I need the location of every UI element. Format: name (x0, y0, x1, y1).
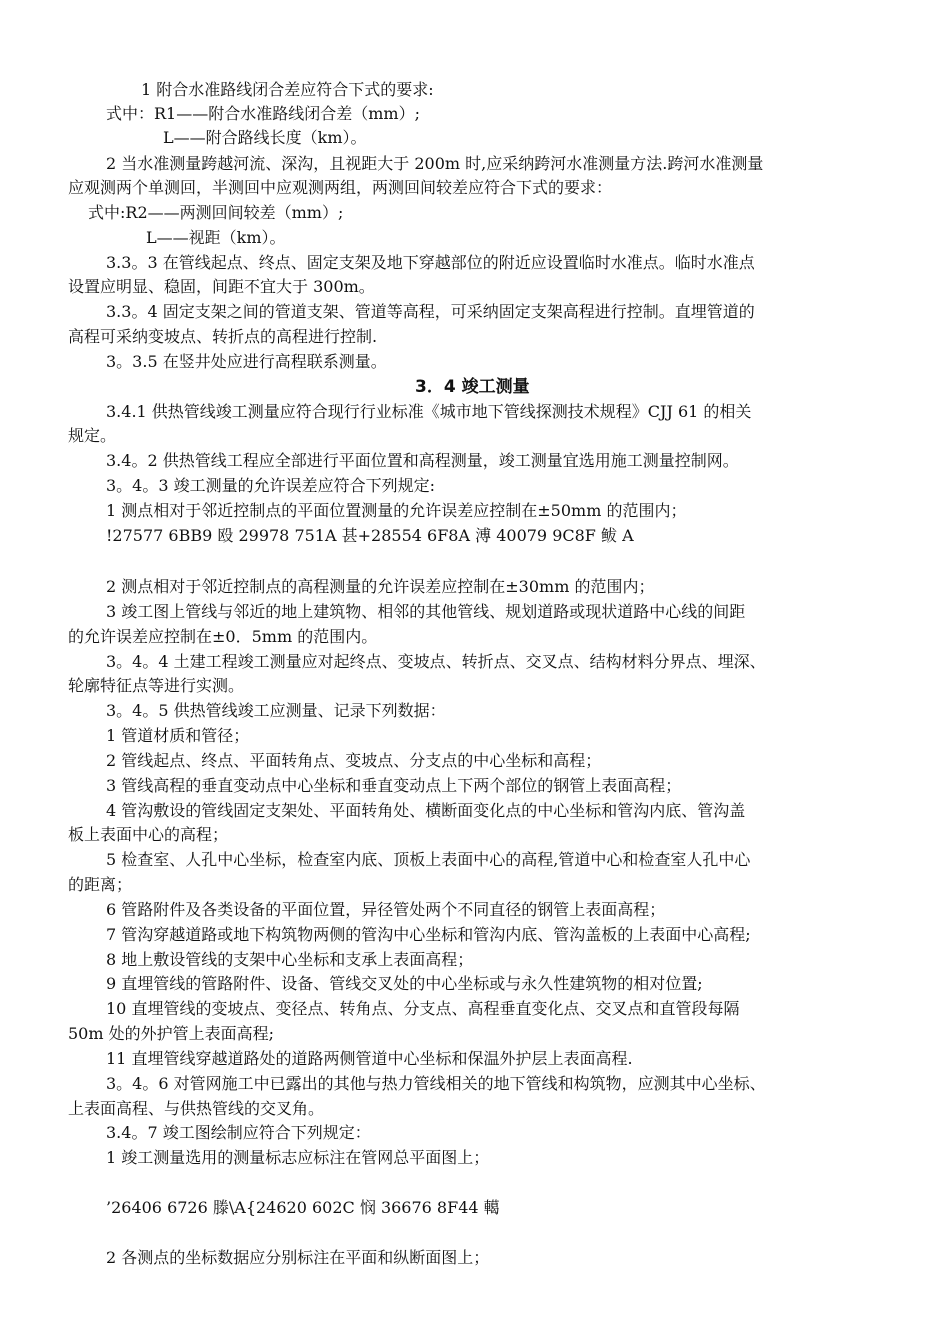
clause-3-4-5: 3。4。5 供热管线竣工应测量、记录下列数据： (106, 701, 446, 720)
clause-3-4-5-item-8: 8 地上敷设管线的支架中心坐标和支承上表面高程； (106, 950, 474, 969)
clause-3-4-5-item-11: 11 直埋管线穿越道路处的道路两侧管道中心坐标和保温外护层上表面高程. (106, 1049, 633, 1068)
formula-legend-l2: L——视距（km）。 (146, 228, 286, 247)
clause-3-4-3-item-3-cont: 的允许误差应控制在±0．5mm 的范围内。 (68, 627, 378, 646)
clause-3-4-4-cont: 轮廓特征点等进行实测。 (68, 676, 245, 695)
clause-3-4-6-cont: 上表面高程、与供热管线的交叉角。 (68, 1099, 325, 1118)
clause-3-4-5-item-9: 9 直埋管线的管路附件、设备、管线交叉处的中心坐标或与永久性建筑物的相对位置; (106, 974, 703, 993)
clause-3-4-2: 3.4。2 供热管线工程应全部进行平面位置和高程测量，竣工测量宜选用施工测量控制网。 (106, 451, 739, 470)
clause-3-4-5-item-4-cont: 板上表面中心的高程； (68, 825, 229, 844)
clause-3-4-3-item-2: 2 测点相对于邻近控制点的高程测量的允许误差应控制在±30mm 的范围内； (106, 577, 655, 596)
clause-3-4-1: 3.4.1 供热管线竣工测量应符合现行行业标准《城市地下管线探测技术规程》CJJ 61 的相关 (106, 402, 752, 421)
formula-item-1: 1 附合水准路线闭合差应符合下式的要求: (141, 80, 434, 99)
formula-placeholder-1: !27577 6BB9 殴 29978 751A 甚+28554 6F8A 溥 40079 9C8F 鲅 A (106, 526, 634, 545)
clause-3-4-5-item-2: 2 管线起点、终点、平面转角点、变坡点、分支点的中心坐标和高程； (106, 751, 602, 770)
clause-3-3-3: 3.3。3 在管线起点、终点、固定支架及地下穿越部位的附近应设置临时水准点。临时水准点 (106, 253, 755, 272)
clause-3-4-6: 3。4。6 对管网施工中已露出的其他与热力管线相关的地下管线和构筑物，应测其中心坐标、 (106, 1074, 766, 1093)
paragraph-item-2-cont: 应观测两个单测回，半测回中应观测两组，两测回间较差应符合下式的要求： (68, 178, 613, 197)
clause-3-4-5-item-10-cont: 50m 处的外护管上表面高程; (68, 1024, 275, 1043)
clause-3-4-3: 3。4。3 竣工测量的允许误差应符合下列规定: (106, 476, 436, 495)
clause-3-4-7-item-2: 2 各测点的坐标数据应分别标注在平面和纵断面图上； (106, 1248, 490, 1267)
clause-3-4-3-item-1: 1 测点相对于邻近控制点的平面位置测量的允许误差应控制在±50mm 的范围内； (106, 501, 687, 520)
clause-3-3-4-cont: 高程可采纳变坡点、转折点的高程进行控制. (68, 327, 378, 346)
clause-3-4-5-item-1: 1 管道材质和管径； (106, 726, 250, 745)
formula-legend-l1: L——附合路线长度（km）。 (163, 128, 367, 147)
paragraph-item-2: 2 当水准测量跨越河流、深沟，且视距大于 200m 时,应采纳跨河水准测量方法.跨河水准测量 (106, 154, 764, 173)
clause-3-3-5: 3。3.5 在竖井处应进行高程联系测量。 (106, 352, 387, 371)
clause-3-4-5-item-6: 6 管路附件及各类设备的平面位置，异径管处两个不同直径的钢管上表面高程； (106, 900, 666, 919)
clause-3-3-4: 3.3。4 固定支架之间的管道支架、管道等高程，可采纳固定支架高程进行控制。直埋管道的 (106, 302, 755, 321)
formula-legend-r2: 式中:R2——两测回间较差（mm）; (88, 203, 344, 222)
formula-placeholder-2: ’26406 6726 滕\A{24620 602C 悯 36676 8F44 轕 (106, 1198, 500, 1217)
formula-legend-r1: 式中：R1——附合水准路线闭合差（mm）; (106, 104, 420, 123)
section-title: 3．4 竣工测量 (415, 377, 530, 397)
clause-3-4-5-item-3: 3 管线高程的垂直变动点中心坐标和垂直变动点上下两个部位的钢管上表面高程； (106, 776, 682, 795)
clause-3-4-5-item-4: 4 管沟敷设的管线固定支架处、平面转角处、横断面变化点的中心坐标和管沟内底、管沟盖 (106, 801, 746, 820)
clause-3-3-3-cont: 设置应明显、稳固，间距不宜大于 300m。 (68, 277, 375, 296)
clause-3-4-3-item-3: 3 竣工图上管线与邻近的地上建筑物、相邻的其他管线、规划道路或现状道路中心线的间距 (106, 602, 746, 621)
clause-3-4-7-item-1: 1 竣工测量选用的测量标志应标注在管网总平面图上； (106, 1148, 490, 1167)
clause-3-4-5-item-5-cont: 的距离； (68, 875, 133, 894)
clause-3-4-1-cont: 规定。 (68, 426, 117, 445)
clause-3-4-4: 3。4。4 土建工程竣工测量应对起终点、变坡点、转折点、交叉点、结构材料分界点、埋深、 (106, 652, 766, 671)
clause-3-4-7: 3.4。7 竣工图绘制应符合下列规定： (106, 1123, 371, 1142)
clause-3-4-5-item-7: 7 管沟穿越道路或地下构筑物两侧的管沟中心坐标和管沟内底、管沟盖板的上表面中心高程; (106, 925, 751, 944)
clause-3-4-5-item-5: 5 检查室、人孔中心坐标，检查室内底、顶板上表面中心的高程,管道中心和检查室人孔中心 (106, 850, 751, 869)
clause-3-4-5-item-10: 10 直埋管线的变坡点、变径点、转角点、分支点、高程垂直变化点、交叉点和直管段每隔 (106, 999, 740, 1018)
